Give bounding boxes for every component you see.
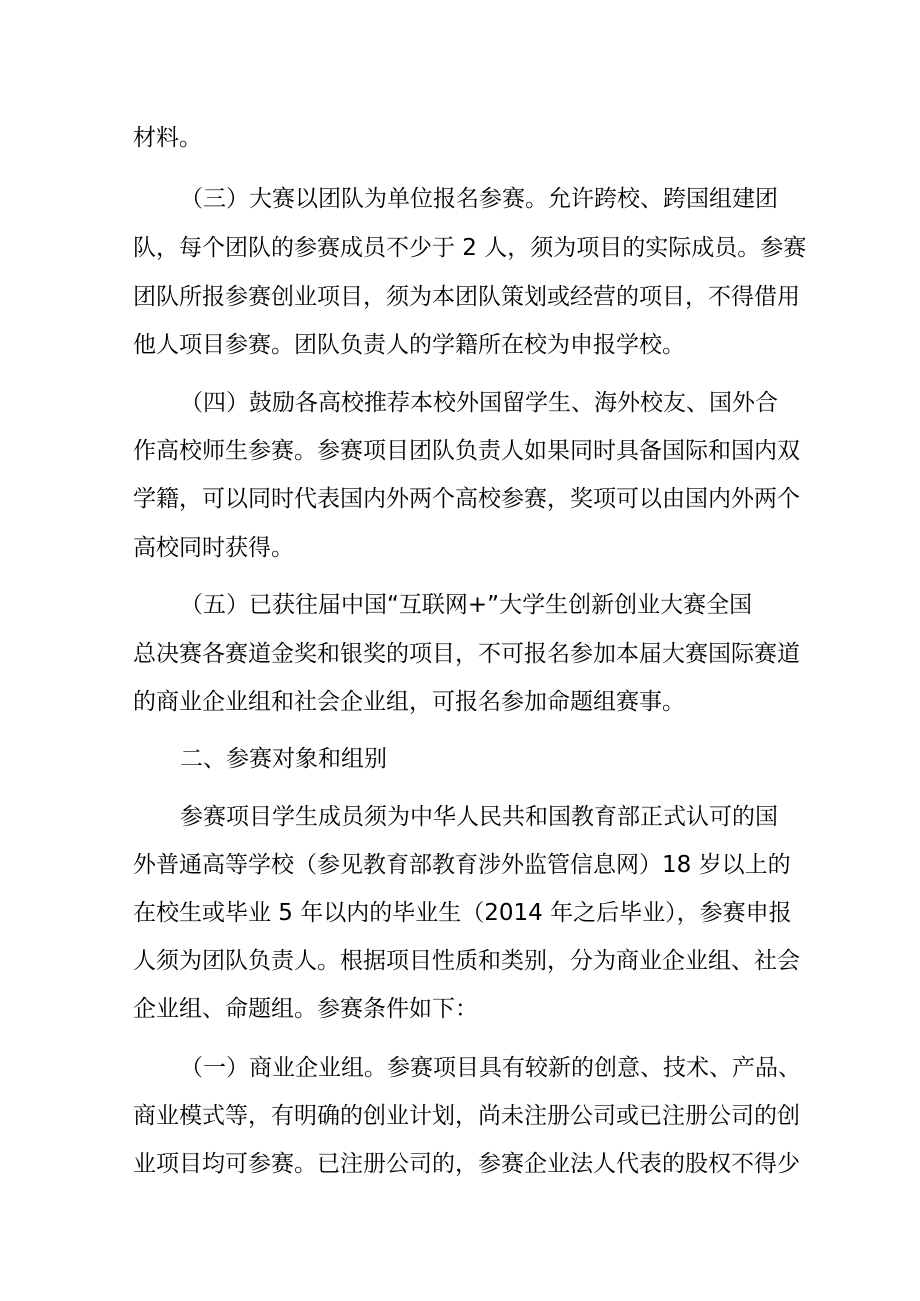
paragraph-eligibility-line: 参赛项目学生成员须为中华人民共和国教育部正式认可的国 — [180, 804, 778, 830]
text-line: 在校生或毕业 5 年以内的毕业生（2014 年之后毕业），参赛申报 — [133, 900, 792, 926]
text-line: 外普通高等学校（参见教育部教育涉外监管信息网）18 岁以上的 — [133, 852, 791, 878]
text-line: 总决赛各赛道金奖和银奖的项目，不可报名参加本届大赛国际赛道 — [133, 641, 800, 667]
text-line: 学籍，可以同时代表国内外两个高校参赛，奖项可以由国内外两个 — [133, 486, 800, 512]
paragraph-5-line: （五）已获往届中国“互联网+”大学生创新创业大赛全国 — [180, 592, 753, 618]
section-heading: 二、参赛对象和组别 — [180, 746, 387, 772]
text-line: 的商业企业组和社会企业组，可报名参加命题组赛事。 — [133, 689, 685, 715]
text-line: 作高校师生参赛。参赛项目团队负责人如果同时具备国际和国内双 — [133, 438, 800, 464]
paragraph-3-line: （三）大赛以团队为单位报名参赛。允许跨校、跨国组建团 — [180, 186, 778, 212]
text-line: 业项目均可参赛。已注册公司的，参赛企业法人代表的股权不得少 — [133, 1151, 800, 1177]
text-line: 他人项目参赛。团队负责人的学籍所在校为申报学校。 — [133, 332, 685, 358]
paragraph-1-line: （一）商业企业组。参赛项目具有较新的创意、技术、产品、 — [180, 1055, 801, 1081]
text-line: 队，每个团队的参赛成员不少于 2 人，须为项目的实际成员。参赛 — [133, 235, 807, 261]
text-line: 企业组、命题组。参赛条件如下： — [133, 996, 478, 1022]
text-line: 材料。 — [133, 125, 202, 151]
text-line: 人须为团队负责人。根据项目性质和类别，分为商业企业组、社会 — [133, 948, 800, 974]
text-line: 高校同时获得。 — [133, 535, 294, 561]
text-line: 团队所报参赛创业项目，须为本团队策划或经营的项目，不得借用 — [133, 284, 800, 310]
paragraph-4-line: （四）鼓励各高校推荐本校外国留学生、海外校友、国外合 — [180, 390, 778, 416]
text-line: 商业模式等，有明确的创业计划，尚未注册公司或已注册公司的创 — [133, 1103, 800, 1129]
